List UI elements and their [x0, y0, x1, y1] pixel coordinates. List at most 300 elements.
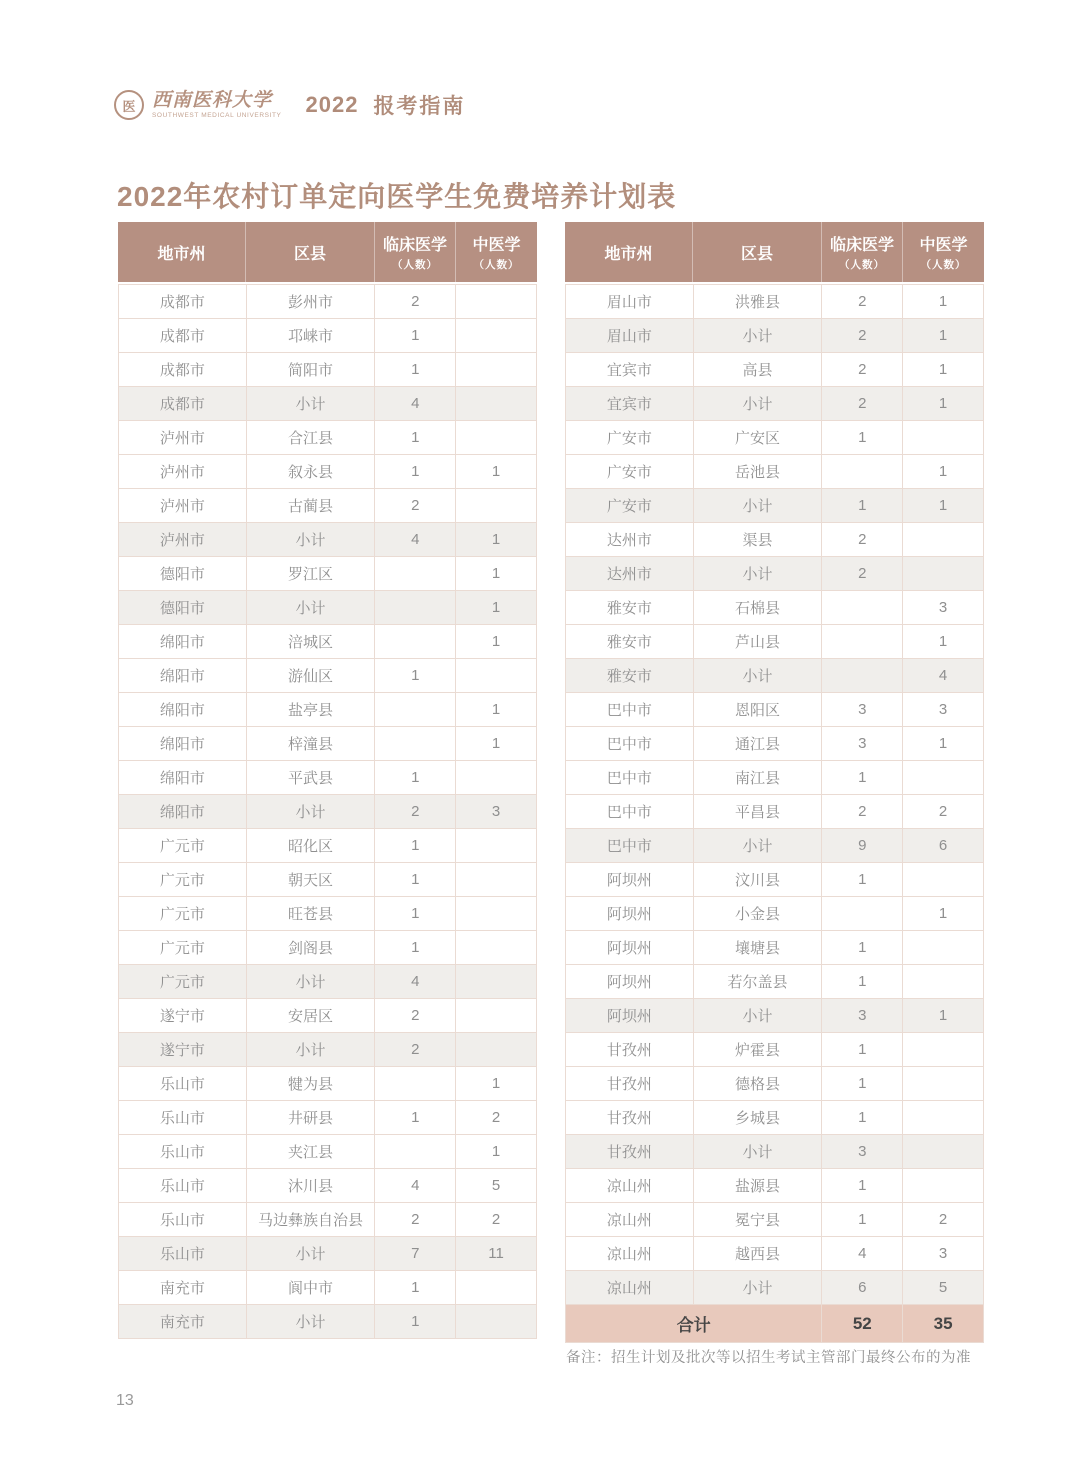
city-cell: 凉山州	[566, 1169, 694, 1203]
clinical-count-cell: 1	[375, 931, 456, 965]
county-cell: 小计	[247, 591, 376, 625]
county-cell: 小计	[247, 387, 376, 421]
subtotal-row	[566, 319, 984, 353]
tcm-count-cell	[903, 1067, 984, 1101]
table-row	[119, 829, 537, 863]
tcm-count-cell	[456, 761, 537, 795]
city-cell: 巴中市	[566, 795, 694, 829]
tcm-count-cell: 1	[456, 1135, 537, 1169]
table-row	[119, 557, 537, 591]
tcm-count-cell	[903, 761, 984, 795]
table-row	[566, 1169, 984, 1203]
clinical-count-cell	[822, 659, 903, 693]
clinical-count-cell: 2	[822, 387, 903, 421]
county-cell: 阆中市	[247, 1271, 376, 1305]
subtotal-row	[119, 965, 537, 999]
tcm-count-cell: 1	[903, 387, 984, 421]
city-cell: 广元市	[119, 931, 247, 965]
clinical-count-cell: 2	[822, 353, 903, 387]
tcm-count-cell	[903, 1101, 984, 1135]
clinical-count-cell	[375, 1135, 456, 1169]
tcm-count-cell: 1	[903, 727, 984, 761]
clinical-count-cell: 2	[375, 795, 456, 829]
tcm-count-cell: 3	[903, 591, 984, 625]
city-cell: 乐山市	[119, 1067, 247, 1101]
table-row	[119, 1271, 537, 1305]
county-cell: 炉霍县	[694, 1033, 823, 1067]
subtotal-row	[119, 591, 537, 625]
grand-total-row	[566, 1305, 984, 1343]
city-cell: 南充市	[119, 1305, 247, 1339]
university-name-block	[152, 91, 281, 120]
city-cell: 绵阳市	[119, 727, 247, 761]
city-cell: 达州市	[566, 557, 694, 591]
tcm-count-cell	[903, 557, 984, 591]
total-tcm-cell: 35	[903, 1305, 984, 1343]
city-cell: 泸州市	[119, 455, 247, 489]
tcm-count-cell: 1	[456, 455, 537, 489]
tcm-count-cell	[903, 421, 984, 455]
clinical-count-cell: 4	[375, 1169, 456, 1203]
subtotal-row	[119, 1033, 537, 1067]
county-cell: 小计	[247, 523, 376, 557]
city-cell: 泸州市	[119, 523, 247, 557]
clinical-count-cell: 1	[822, 1033, 903, 1067]
city-cell: 眉山市	[566, 319, 694, 353]
clinical-count-cell: 1	[822, 1169, 903, 1203]
subtotal-row	[566, 999, 984, 1033]
clinical-count-cell: 6	[822, 1271, 903, 1305]
city-cell: 南充市	[119, 1271, 247, 1305]
clinical-count-cell: 3	[822, 999, 903, 1033]
clinical-count-cell: 1	[375, 829, 456, 863]
city-cell: 乐山市	[119, 1101, 247, 1135]
county-cell: 平昌县	[694, 795, 823, 829]
tcm-count-cell: 1	[903, 489, 984, 523]
header-tcm: 中医学 （人数）	[472, 237, 521, 271]
tcm-count-cell: 2	[903, 1203, 984, 1237]
table-row	[566, 353, 984, 387]
tcm-count-cell	[456, 353, 537, 387]
county-cell: 南江县	[694, 761, 823, 795]
clinical-count-cell: 1	[375, 761, 456, 795]
total-clinical-cell: 52	[822, 1305, 903, 1343]
clinical-count-cell	[375, 1067, 456, 1101]
clinical-count-cell: 1	[822, 489, 903, 523]
table-row	[119, 761, 537, 795]
table-row	[566, 1203, 984, 1237]
city-cell: 德阳市	[119, 591, 247, 625]
table-row	[119, 319, 537, 353]
subtotal-row	[566, 829, 984, 863]
table-row	[119, 931, 537, 965]
county-cell: 小金县	[694, 897, 823, 931]
tcm-count-cell: 2	[456, 1101, 537, 1135]
tcm-count-cell: 1	[456, 523, 537, 557]
city-cell: 绵阳市	[119, 659, 247, 693]
subtotal-row	[119, 1237, 537, 1271]
tcm-count-cell: 5	[456, 1169, 537, 1203]
county-cell: 叙永县	[247, 455, 376, 489]
subtotal-row	[119, 387, 537, 421]
brand-header	[114, 86, 465, 124]
tcm-count-cell	[456, 421, 537, 455]
tcm-count-cell: 1	[456, 693, 537, 727]
subtotal-row	[566, 659, 984, 693]
county-cell: 小计	[247, 795, 376, 829]
header-county: 区县	[246, 222, 375, 282]
county-cell: 昭化区	[247, 829, 376, 863]
table-row	[119, 1135, 537, 1169]
county-cell: 盐亭县	[247, 693, 376, 727]
table-row	[566, 863, 984, 897]
tcm-count-cell	[903, 1169, 984, 1203]
county-cell: 汶川县	[694, 863, 823, 897]
city-cell: 甘孜州	[566, 1067, 694, 1101]
table-row	[119, 1169, 537, 1203]
header-city: 地市州	[565, 222, 693, 282]
guide-year: 2022	[305, 92, 359, 117]
table-row	[566, 523, 984, 557]
clinical-count-cell	[822, 625, 903, 659]
table-row	[566, 761, 984, 795]
county-cell: 平武县	[247, 761, 376, 795]
city-cell: 广元市	[119, 897, 247, 931]
county-cell: 小计	[247, 965, 376, 999]
page-number: 13	[116, 1392, 134, 1409]
county-cell: 合江县	[247, 421, 376, 455]
header-clinical: 临床医学 （人数）	[822, 222, 903, 282]
city-cell: 绵阳市	[119, 761, 247, 795]
county-cell: 涪城区	[247, 625, 376, 659]
table-body	[118, 284, 537, 1339]
county-cell: 旺苍县	[247, 897, 376, 931]
tcm-count-cell	[903, 931, 984, 965]
clinical-count-cell: 1	[375, 319, 456, 353]
city-cell: 巴中市	[566, 761, 694, 795]
county-cell: 邛崃市	[247, 319, 376, 353]
county-cell: 小计	[694, 557, 823, 591]
city-cell: 眉山市	[566, 285, 694, 319]
clinical-count-cell: 2	[375, 489, 456, 523]
city-cell: 遂宁市	[119, 999, 247, 1033]
city-cell: 雅安市	[566, 659, 694, 693]
table-row	[119, 625, 537, 659]
county-cell: 石棉县	[694, 591, 823, 625]
tcm-count-cell	[456, 319, 537, 353]
county-cell: 高县	[694, 353, 823, 387]
county-cell: 井研县	[247, 1101, 376, 1135]
city-cell: 雅安市	[566, 591, 694, 625]
county-cell: 古蔺县	[247, 489, 376, 523]
clinical-count-cell: 2	[375, 285, 456, 319]
clinical-count-cell: 2	[822, 285, 903, 319]
clinical-count-cell: 1	[822, 931, 903, 965]
subtotal-row	[119, 1305, 537, 1339]
table-row	[566, 625, 984, 659]
table-row	[119, 1203, 537, 1237]
table-row	[566, 1237, 984, 1271]
county-cell: 乡城县	[694, 1101, 823, 1135]
tcm-count-cell: 5	[903, 1271, 984, 1305]
table-row	[566, 1067, 984, 1101]
county-cell: 游仙区	[247, 659, 376, 693]
plan-table-left	[118, 222, 537, 1339]
table-row	[119, 897, 537, 931]
subtotal-row	[566, 489, 984, 523]
tcm-count-cell: 1	[903, 897, 984, 931]
city-cell: 遂宁市	[119, 1033, 247, 1067]
table-row	[566, 1101, 984, 1135]
table-row	[566, 965, 984, 999]
tcm-count-cell	[456, 829, 537, 863]
city-cell: 乐山市	[119, 1237, 247, 1271]
tcm-count-cell	[903, 863, 984, 897]
tcm-count-cell: 1	[903, 353, 984, 387]
subtotal-row	[119, 523, 537, 557]
table-row	[119, 285, 537, 319]
city-cell: 绵阳市	[119, 693, 247, 727]
county-cell: 简阳市	[247, 353, 376, 387]
city-cell: 广安市	[566, 421, 694, 455]
clinical-count-cell	[375, 557, 456, 591]
table-row	[566, 455, 984, 489]
city-cell: 乐山市	[119, 1203, 247, 1237]
tcm-count-cell	[456, 1033, 537, 1067]
city-cell: 泸州市	[119, 421, 247, 455]
header-tcm: 中医学 （人数）	[919, 237, 968, 271]
clinical-count-cell: 2	[375, 1203, 456, 1237]
subtotal-row	[566, 1135, 984, 1169]
tcm-count-cell	[456, 285, 537, 319]
county-cell: 夹江县	[247, 1135, 376, 1169]
subtotal-row	[566, 387, 984, 421]
tcm-count-cell	[456, 965, 537, 999]
city-cell: 凉山州	[566, 1237, 694, 1271]
city-cell: 凉山州	[566, 1203, 694, 1237]
clinical-count-cell: 1	[822, 421, 903, 455]
table-row	[119, 489, 537, 523]
city-cell: 成都市	[119, 319, 247, 353]
table-row	[566, 897, 984, 931]
city-cell: 宜宾市	[566, 353, 694, 387]
table-row	[119, 999, 537, 1033]
clinical-count-cell: 4	[375, 387, 456, 421]
clinical-count-cell	[375, 625, 456, 659]
city-cell: 甘孜州	[566, 1135, 694, 1169]
clinical-count-cell: 1	[375, 897, 456, 931]
table-row	[119, 353, 537, 387]
tcm-count-cell: 1	[903, 285, 984, 319]
clinical-count-cell: 3	[822, 1135, 903, 1169]
table-row	[566, 285, 984, 319]
county-cell: 罗江区	[247, 557, 376, 591]
county-cell: 小计	[694, 319, 823, 353]
tcm-count-cell	[456, 387, 537, 421]
tcm-count-cell	[456, 489, 537, 523]
city-cell: 阿坝州	[566, 931, 694, 965]
clinical-count-cell: 1	[375, 863, 456, 897]
clinical-count-cell: 1	[822, 863, 903, 897]
footnote: 备注：招生计划及批次等以招生考试主管部门最终公布的为准	[566, 1350, 971, 1366]
university-name-en: SOUTHWEST MEDICAL UNIVERSITY	[152, 111, 282, 119]
county-cell: 安居区	[247, 999, 376, 1033]
city-cell: 成都市	[119, 353, 247, 387]
county-cell: 德格县	[694, 1067, 823, 1101]
tcm-count-cell	[456, 999, 537, 1033]
clinical-count-cell: 4	[375, 965, 456, 999]
tcm-count-cell	[456, 1271, 537, 1305]
tcm-count-cell: 1	[903, 999, 984, 1033]
tcm-count-cell: 3	[903, 1237, 984, 1271]
clinical-count-cell: 3	[822, 727, 903, 761]
city-cell: 阿坝州	[566, 965, 694, 999]
page-title: 2022年农村订单定向医学生免费培养计划表	[117, 181, 677, 212]
clinical-count-cell: 1	[375, 1271, 456, 1305]
clinical-count-cell	[375, 693, 456, 727]
table-body	[565, 284, 984, 1343]
clinical-count-cell: 1	[375, 659, 456, 693]
table-row	[119, 659, 537, 693]
county-cell: 岳池县	[694, 455, 823, 489]
table-row	[566, 1033, 984, 1067]
table-row	[119, 727, 537, 761]
university-seal-icon: 医	[114, 90, 144, 120]
county-cell: 冕宁县	[694, 1203, 823, 1237]
county-cell: 壤塘县	[694, 931, 823, 965]
county-cell: 梓潼县	[247, 727, 376, 761]
county-cell: 马边彝族自治县	[247, 1203, 376, 1237]
county-cell: 小计	[694, 999, 823, 1033]
clinical-count-cell: 2	[375, 999, 456, 1033]
table-header-row	[118, 222, 537, 282]
clinical-count-cell: 2	[822, 557, 903, 591]
tcm-count-cell: 1	[456, 557, 537, 591]
tcm-count-cell	[456, 897, 537, 931]
header-county: 区县	[693, 222, 822, 282]
table-row	[119, 1101, 537, 1135]
county-cell: 小计	[247, 1237, 376, 1271]
county-cell: 小计	[694, 1135, 823, 1169]
table-header-row	[565, 222, 984, 282]
tcm-count-cell	[456, 659, 537, 693]
subtotal-row	[566, 1271, 984, 1305]
clinical-count-cell: 1	[375, 1101, 456, 1135]
county-cell: 犍为县	[247, 1067, 376, 1101]
city-cell: 成都市	[119, 387, 247, 421]
county-cell: 小计	[694, 829, 823, 863]
city-cell: 广元市	[119, 829, 247, 863]
county-cell: 小计	[694, 387, 823, 421]
county-cell: 越西县	[694, 1237, 823, 1271]
city-cell: 巴中市	[566, 693, 694, 727]
city-cell: 绵阳市	[119, 795, 247, 829]
clinical-count-cell	[822, 455, 903, 489]
clinical-count-cell: 2	[375, 1033, 456, 1067]
clinical-count-cell: 2	[822, 319, 903, 353]
tcm-count-cell	[456, 1305, 537, 1339]
guide-name: 报考指南	[373, 95, 466, 118]
plan-table-right	[565, 222, 984, 1343]
county-cell: 小计	[694, 1271, 823, 1305]
city-cell: 广安市	[566, 489, 694, 523]
clinical-count-cell	[822, 591, 903, 625]
table-row	[119, 693, 537, 727]
tcm-count-cell	[456, 863, 537, 897]
total-label-cell: 合计	[566, 1305, 822, 1343]
city-cell: 广元市	[119, 863, 247, 897]
subtotal-row	[566, 557, 984, 591]
table-row	[119, 421, 537, 455]
tcm-count-cell: 1	[456, 625, 537, 659]
university-name-cn: 西南医科大学	[152, 89, 273, 111]
county-cell: 恩阳区	[694, 693, 823, 727]
city-cell: 成都市	[119, 285, 247, 319]
tcm-count-cell: 4	[903, 659, 984, 693]
subtotal-row	[119, 795, 537, 829]
table-row	[119, 1067, 537, 1101]
tcm-count-cell	[903, 523, 984, 557]
tcm-count-cell: 11	[456, 1237, 537, 1271]
county-cell: 小计	[247, 1033, 376, 1067]
city-cell: 阿坝州	[566, 897, 694, 931]
county-cell: 小计	[694, 489, 823, 523]
county-cell: 盐源县	[694, 1169, 823, 1203]
tcm-count-cell: 1	[903, 625, 984, 659]
city-cell: 阿坝州	[566, 999, 694, 1033]
clinical-count-cell: 1	[375, 421, 456, 455]
tcm-count-cell: 2	[456, 1203, 537, 1237]
clinical-count-cell: 4	[822, 1237, 903, 1271]
tcm-count-cell: 2	[903, 795, 984, 829]
city-cell: 阿坝州	[566, 863, 694, 897]
clinical-count-cell: 1	[822, 761, 903, 795]
tcm-count-cell: 1	[456, 727, 537, 761]
clinical-count-cell: 9	[822, 829, 903, 863]
table-row	[566, 727, 984, 761]
table-row	[566, 421, 984, 455]
clinical-count-cell: 1	[822, 1067, 903, 1101]
table-row	[119, 455, 537, 489]
clinical-count-cell: 4	[375, 523, 456, 557]
clinical-count-cell	[822, 897, 903, 931]
clinical-count-cell: 3	[822, 693, 903, 727]
city-cell: 宜宾市	[566, 387, 694, 421]
county-cell: 广安区	[694, 421, 823, 455]
city-cell: 达州市	[566, 523, 694, 557]
header-clinical: 临床医学 （人数）	[375, 222, 456, 282]
clinical-count-cell	[375, 727, 456, 761]
county-cell: 剑阁县	[247, 931, 376, 965]
county-cell: 芦山县	[694, 625, 823, 659]
city-cell: 德阳市	[119, 557, 247, 591]
city-cell: 甘孜州	[566, 1101, 694, 1135]
table-row	[566, 591, 984, 625]
clinical-count-cell: 1	[375, 455, 456, 489]
city-cell: 广元市	[119, 965, 247, 999]
clinical-count-cell	[375, 591, 456, 625]
table-row	[566, 931, 984, 965]
city-cell: 雅安市	[566, 625, 694, 659]
county-cell: 小计	[247, 1305, 376, 1339]
clinical-count-cell: 2	[822, 795, 903, 829]
tcm-count-cell: 1	[456, 591, 537, 625]
tcm-count-cell	[903, 1135, 984, 1169]
tcm-count-cell	[903, 965, 984, 999]
county-cell: 沐川县	[247, 1169, 376, 1203]
tcm-count-cell: 1	[903, 455, 984, 489]
city-cell: 巴中市	[566, 727, 694, 761]
